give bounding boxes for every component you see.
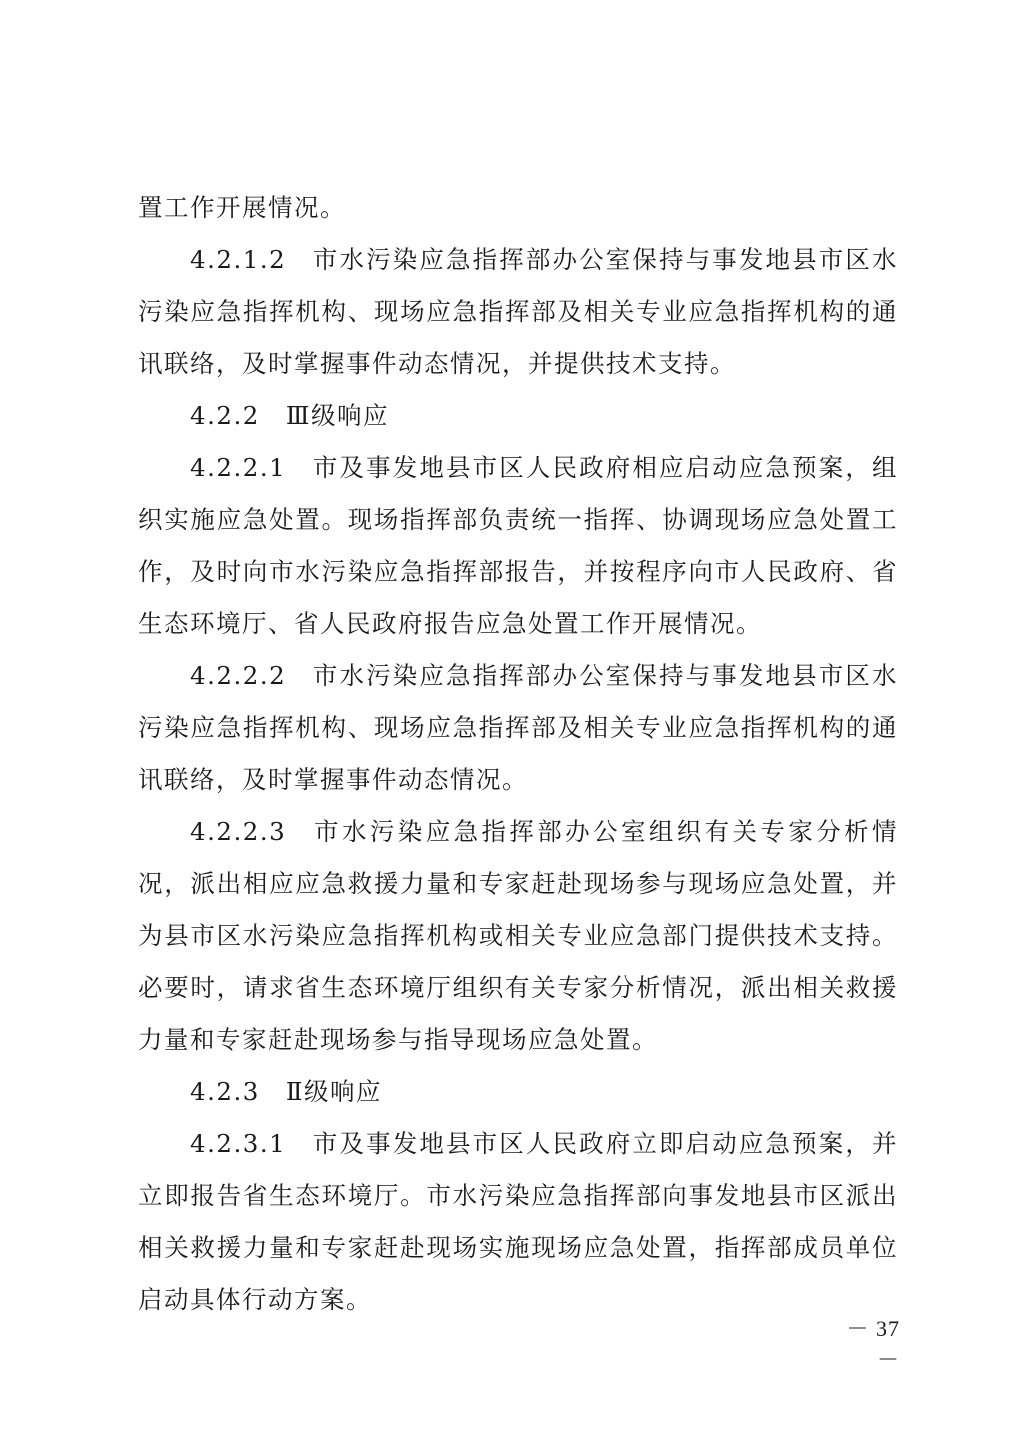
paragraph-4-2-1-2	[138, 234, 898, 390]
document-body	[138, 182, 898, 1326]
heading-text: Ⅱ级响应	[285, 1077, 382, 1106]
section-number: 4.2.1.2	[190, 245, 287, 274]
section-number: 4.2.2.3	[190, 817, 287, 846]
paragraph-text: 市及事发地县市区人民政府立即启动应急预案，并立即报告省生态环境厅。市水污染应急指挥部向事发地县市区派出相关救援力量和专家赶赴现场实施现场应急处置，指挥部成员单位启动具体行动方案。	[138, 1129, 898, 1314]
heading-4-2-2	[138, 390, 898, 442]
heading-4-2-3	[138, 1066, 898, 1118]
paragraph-text: 市水污染应急指挥部办公室保持与事发地县市区水污染应急指挥机构、现场应急指挥部及相关专业应急指挥机构的通讯联络，及时掌握事件动态情况，并提供技术支持。	[138, 245, 898, 378]
paragraph-text: 市水污染应急指挥部办公室保持与事发地县市区水污染应急指挥机构、现场应急指挥部及相关专业应急指挥机构的通讯联络，及时掌握事件动态情况。	[138, 661, 898, 794]
paragraph-4-2-2-1	[138, 442, 898, 650]
paragraph-4-2-3-1	[138, 1118, 898, 1326]
heading-text: Ⅲ级响应	[285, 401, 389, 430]
paragraph-4-2-2-2	[138, 650, 898, 806]
paragraph-text: 市及事发地县市区人民政府相应启动应急预案，组织实施应急处置。现场指挥部负责统一指挥、协调现场应急处置工作，及时向市水污染应急指挥部报告，并按程序向市人民政府、省生态环境厅、省人民政府报告应急处置工作开展情况。	[138, 453, 898, 638]
paragraph-text: 市水污染应急指挥部办公室组织有关专家分析情况，派出相应应急救援力量和专家赶赴现场参与现场应急处置，并为县市区水污染应急指挥机构或相关专业应急部门提供技术支持。必要时，请求省生态环境厅组织有关专家分析情况，派出相关救援力量和专家赶赴现场参与指导现场应急处置。	[138, 817, 898, 1054]
section-number: 4.2.2	[190, 401, 260, 430]
paragraph-text: 置工作开展情况。	[138, 193, 346, 222]
page-number: － 37 －	[846, 1316, 900, 1372]
paragraph-4-2-2-3	[138, 806, 898, 1066]
section-number: 4.2.2.2	[190, 661, 287, 690]
section-number: 4.2.2.1	[190, 453, 287, 482]
section-number: 4.2.3	[190, 1077, 260, 1106]
paragraph-continuation	[138, 182, 898, 234]
section-number: 4.2.3.1	[190, 1129, 287, 1158]
